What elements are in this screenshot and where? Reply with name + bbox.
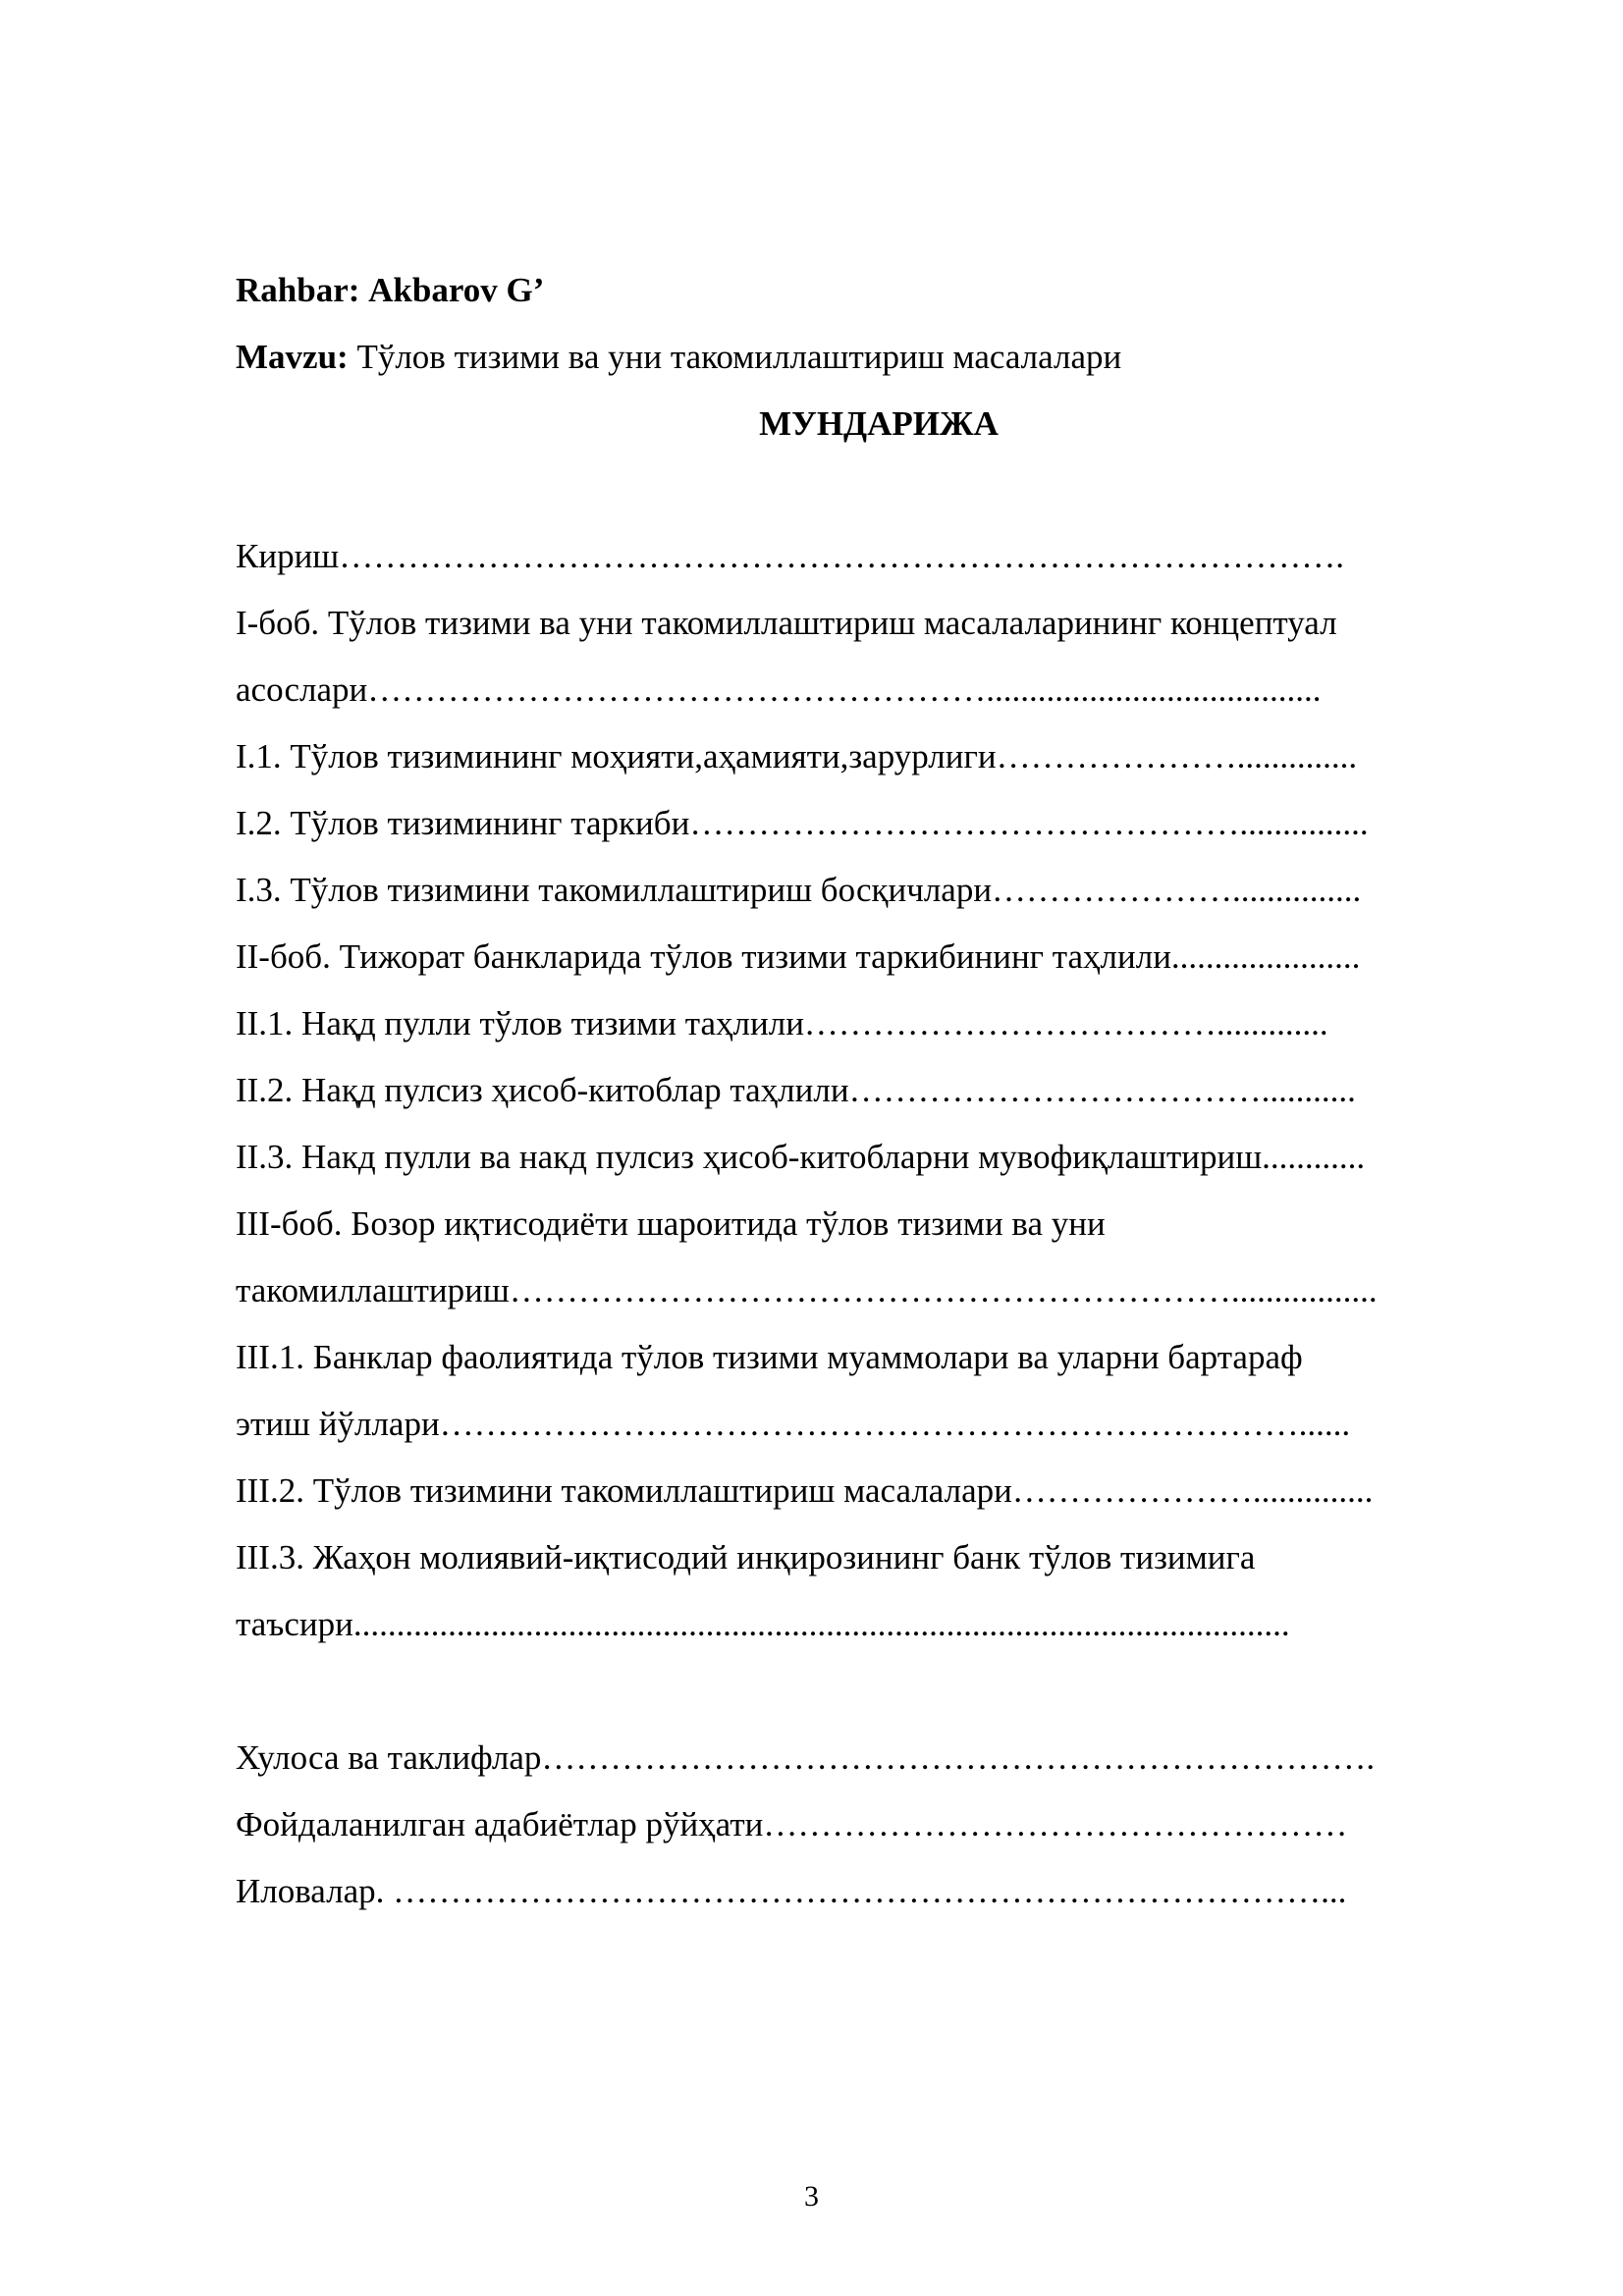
toc-heading: МУНДАРИЖА	[759, 404, 999, 443]
heading-spacer	[236, 457, 1522, 523]
toc-conclusion-list	[236, 1725, 1522, 1925]
topic-label: Mavzu:	[236, 338, 349, 376]
toc-entry-conclusion: Хулоса ва таклифлар……………………………………………………………….	[236, 1738, 1376, 1777]
toc-entry-introduction: Кириш…………………………………………………………………………….	[236, 537, 1345, 575]
toc-list	[236, 523, 1522, 1658]
toc-entry-section-3-1-continued: этиш йўллари…………………………………………………………………......	[236, 1405, 1351, 1443]
toc-entry-chapter-3: III-боб. Бозор иқтисодиёти шароитида тўлов тизими ва уни	[236, 1204, 1106, 1243]
toc-entry-section-2-1: II.1. Нақд пулли тўлов тизими таҳлили……………………………….............	[236, 1004, 1328, 1042]
supervisor-label: Rahbar:	[236, 271, 360, 309]
supervisor-name: Akbarov G’	[368, 271, 545, 309]
page-number: 3	[804, 2180, 819, 2213]
toc-entry-chapter-1-continued: асослари……………………………………………….......................................	[236, 670, 1322, 709]
toc-entry-chapter-2: II-боб. Тижорат банкларида тўлов тизими таркибининг таҳлили......................	[236, 937, 1361, 976]
topic-line	[236, 324, 1522, 391]
toc-entry-references: Фойдаланилган адабиётлар рўйҳати……………………………………………	[236, 1805, 1348, 1843]
page-content	[236, 257, 1522, 1925]
toc-entry-section-3-3-continued: таъсири.............................................................................................................	[236, 1605, 1290, 1643]
toc-entry-chapter-3-continued: такомиллаштириш……………………………………………………….................	[236, 1271, 1378, 1309]
conclusion-spacer	[236, 1658, 1522, 1725]
toc-entry-section-3-1: III.1. Банклар фаолиятида тўлов тизими муаммолари ва уларни бартараф	[236, 1338, 1303, 1376]
topic-text: Тўлов тизими ва уни такомиллаштириш масалалари	[356, 338, 1122, 376]
toc-entry-section-3-2: III.2. Тўлов тизимини такомиллаштириш масалалари…………………..............	[236, 1471, 1374, 1510]
toc-entry-appendices: Иловалар. ………………………………………………………………………...	[236, 1872, 1347, 1910]
toc-entry-section-1-1: I.1. Тўлов тизимининг моҳияти,аҳамияти,зарурлиги…………………..............	[236, 737, 1358, 775]
toc-entry-section-2-3: II.3. Накд пулли ва накд пулсиз ҳисоб-китобларни мувофиқлаштириш............	[236, 1138, 1366, 1176]
toc-entry-section-1-3: I.3. Тўлов тизимини такомиллаштириш босқичлари…………………...............	[236, 871, 1362, 909]
toc-entry-section-3-3: III.3. Жаҳон молиявий-иқтисодий инқирозининг банк тўлов тизимига	[236, 1538, 1256, 1576]
toc-entry-chapter-1: I-боб. Тўлов тизими ва уни такомиллаштириш масалаларининг концептуал	[236, 604, 1337, 642]
toc-entry-section-1-2: I.2. Тўлов тизимининг таркиби…………………………………………...............	[236, 804, 1369, 842]
toc-entry-section-2-2: II.2. Нақд пулсиз ҳисоб-китоблар таҳлили………………………………...........	[236, 1071, 1356, 1109]
supervisor-line	[236, 257, 1522, 324]
